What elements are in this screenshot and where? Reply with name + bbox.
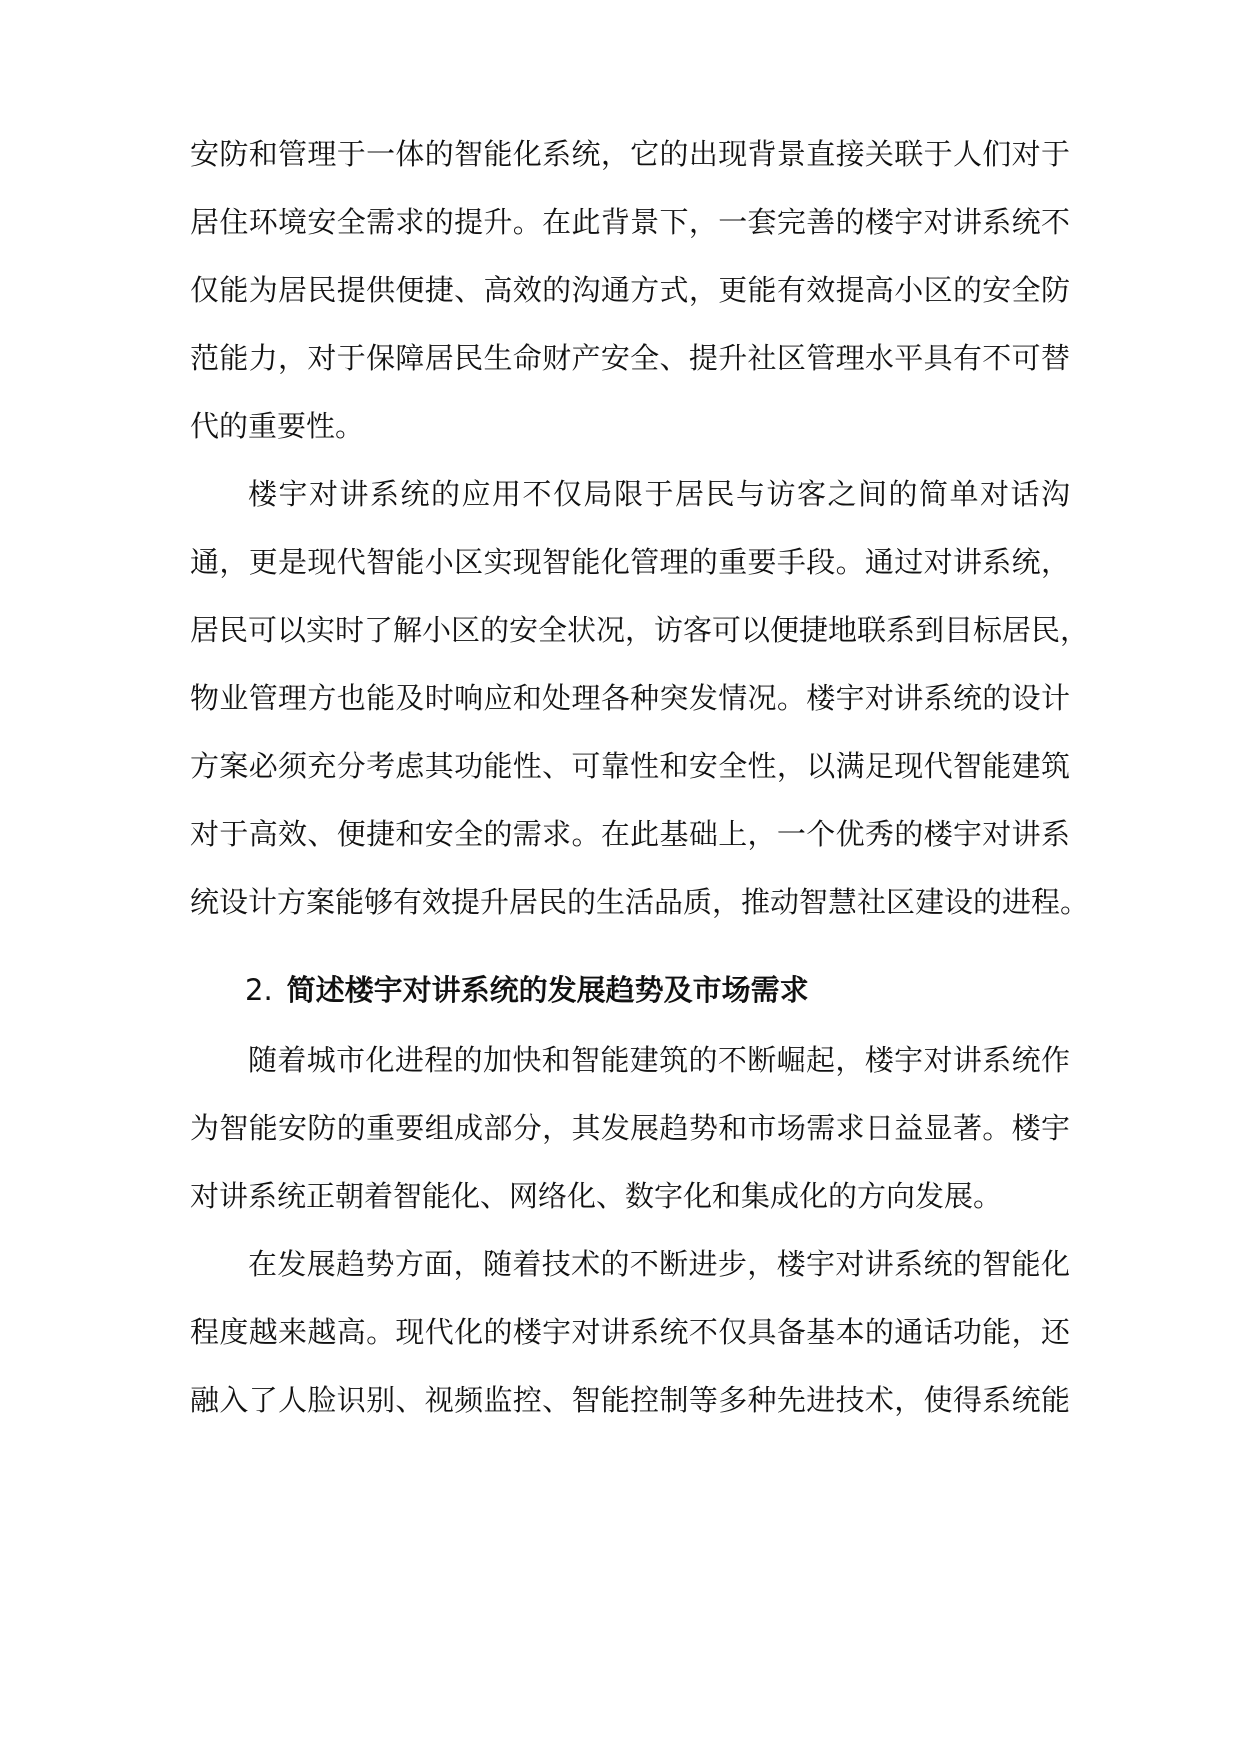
paragraph-line: 对讲系统正朝着智能化、网络化、数字化和集成化的方向发展。 bbox=[190, 1179, 1003, 1213]
paragraph-line: 居民可以实时了解小区的安全状况，访客可以便捷地联系到目标居民， bbox=[190, 613, 1090, 647]
paragraph-line: 在发展趋势方面，随着技术的不断进步，楼宇对讲系统的智能化 bbox=[248, 1247, 1070, 1281]
paragraph-line: 为智能安防的重要组成部分，其发展趋势和市场需求日益显著。楼宇 bbox=[190, 1111, 1070, 1145]
paragraph-line: 居住环境安全需求的提升。在此背景下，一套完善的楼宇对讲系统不 bbox=[190, 205, 1070, 239]
paragraph-line: 程度越来越高。现代化的楼宇对讲系统不仅具备基本的通话功能，还 bbox=[190, 1315, 1070, 1349]
paragraph-line: 楼宇对讲系统的应用不仅局限于居民与访客之间的简单对话沟 bbox=[248, 477, 1070, 511]
paragraph-line: 代的重要性。 bbox=[190, 409, 365, 443]
paragraph-line: 仅能为居民提供便捷、高效的沟通方式，更能有效提高小区的安全防 bbox=[190, 273, 1070, 307]
section-title: 简述楼宇对讲系统的发展趋势及市场需求 bbox=[286, 973, 809, 1007]
paragraph-line: 物业管理方也能及时响应和处理各种突发情况。楼宇对讲系统的设计 bbox=[190, 681, 1070, 715]
paragraph-line: 融入了人脸识别、视频监控、智能控制等多种先进技术，使得系统能 bbox=[190, 1383, 1070, 1417]
paragraph-line: 方案必须充分考虑其功能性、可靠性和安全性，以满足现代智能建筑 bbox=[190, 749, 1070, 783]
paragraph-line: 对于高效、便捷和安全的需求。在此基础上，一个优秀的楼宇对讲系 bbox=[190, 817, 1070, 851]
section-heading bbox=[245, 970, 1065, 1010]
paragraph-line: 范能力，对于保障居民生命财产安全、提升社区管理水平具有不可替 bbox=[190, 341, 1070, 375]
paragraph-line: 随着城市化进程的加快和智能建筑的不断崛起，楼宇对讲系统作 bbox=[248, 1043, 1070, 1077]
paragraph-line: 统设计方案能够有效提升居民的生活品质，推动智慧社区建设的进程。 bbox=[190, 885, 1090, 919]
paragraph-line: 通，更是现代智能小区实现智能化管理的重要手段。通过对讲系统， bbox=[190, 545, 1070, 579]
section-number: 2. bbox=[245, 973, 273, 1007]
paragraph-line: 安防和管理于一体的智能化系统，它的出现背景直接关联于人们对于 bbox=[190, 137, 1070, 171]
